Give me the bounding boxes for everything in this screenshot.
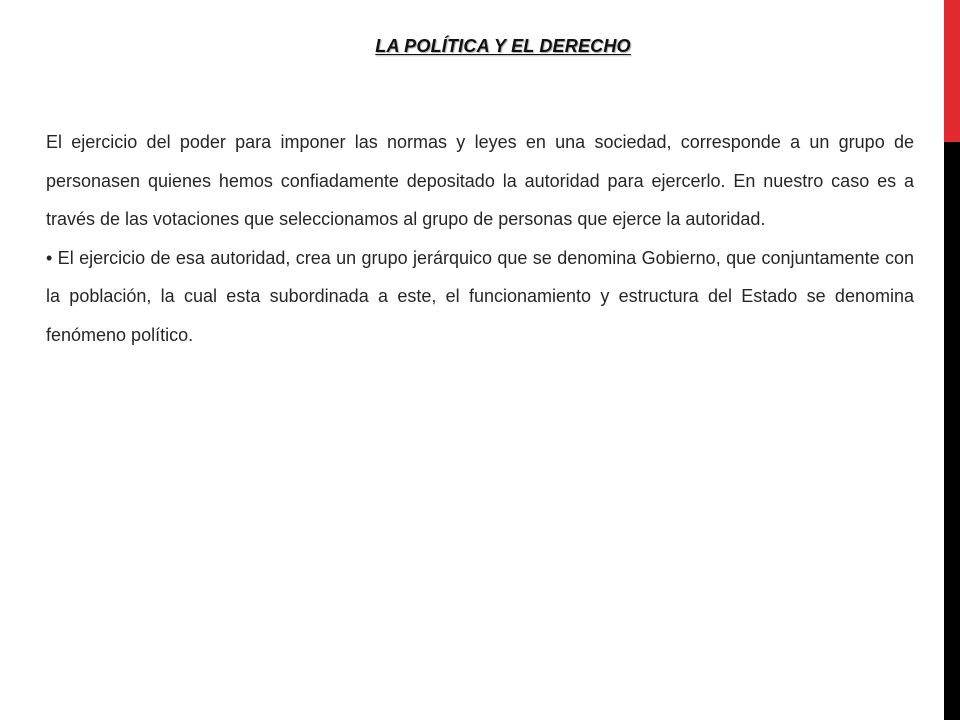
paragraph-2-bullet: • El ejercicio de esa autoridad, crea un grupo jerárquico que se denomina Gobierno, que conjuntamente con la población, la cual esta subordinada a este, el funcionamiento y estructura del Estado se denomina fenómeno político. [46,247,914,345]
black-accent-bar [944,142,960,720]
slide-body [46,123,914,354]
decorative-side-bar [944,0,960,720]
paragraph-1: El ejercicio del poder para imponer las normas y leyes en una sociedad, corresponde a un grupo de personasen quienes hemos confiadamente depositado la autoridad para ejercerlo. En nuestro caso es a través de las votaciones que seleccionamos al grupo de personas que ejerce la autoridad. [46,132,914,229]
red-accent-bar [944,0,960,142]
slide-title: LA POLÍTICA Y EL DERECHO [375,36,631,56]
